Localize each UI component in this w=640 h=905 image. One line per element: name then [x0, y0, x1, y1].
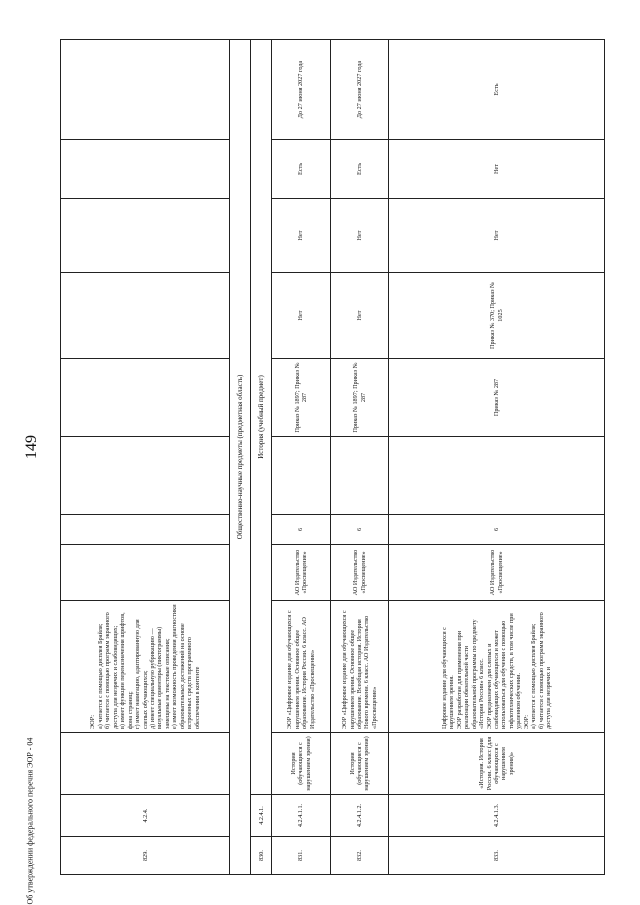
- section-heading: Общественно-научные предметы (предметная область): [230, 40, 251, 875]
- order-ref: Приказ № 1897; Приказ № 287: [272, 359, 331, 437]
- row-number: 831.: [272, 837, 331, 875]
- subject-name: История (обучающиеся с нарушением зрения): [272, 733, 331, 795]
- flag-yes: Есть: [389, 40, 605, 140]
- subject-name: История (обучающиеся с нарушением зрения): [330, 733, 389, 795]
- table-row: [61, 40, 230, 875]
- row-number: 833.: [389, 837, 605, 875]
- flag-no: Нет: [389, 140, 605, 199]
- row-number: 830.: [251, 837, 272, 875]
- grade: 6: [272, 515, 331, 545]
- row-number: 829.: [61, 837, 230, 875]
- valid-until: До 27 июня 2027 года: [272, 40, 331, 140]
- row-code: 4.2.4.1.1.: [272, 795, 331, 837]
- row-code: 4.2.4.1.: [251, 795, 272, 837]
- publisher: АО Издательство «Просвещение»: [389, 545, 605, 601]
- table-row: [230, 40, 251, 875]
- page-number: 149: [23, 435, 40, 459]
- row-code: 4.2.4.1.2.: [330, 795, 389, 837]
- table-row: [330, 40, 389, 875]
- flag-no: Нет: [272, 199, 331, 273]
- flag-no: Нет: [272, 273, 331, 359]
- flag-no: Нет: [389, 199, 605, 273]
- publisher: АО Издательство «Просвещение»: [272, 545, 331, 601]
- rotated-table-canvas: [60, 40, 605, 875]
- eor-description: ЭОР: а) читается с помощью дисплея Брайля; б) читается с помощью программ экранного доступа для незрячих и слабовидящих; в) имеет функции переназначения шрифтов, фона страниц; г) имеет навигацию, адаптированную для слепых обучающихся; д) имеет специальную рубрикацию — визуальные ориентиры (пиктограммы) замещены на текстовые описания; е) имеет возможность проведения диагностики образовательных достижений на основе встроенных средств программного обеспечения в контенте: [61, 601, 230, 733]
- valid-until: До 27 июня 2027 года: [330, 40, 389, 140]
- row-number: 832.: [330, 837, 389, 875]
- table-row: [389, 40, 605, 875]
- subject-heading: История (учебный предмет): [251, 40, 272, 795]
- flag-yes: Есть: [272, 140, 331, 199]
- grade: 6: [330, 515, 389, 545]
- flag-yes: Есть: [330, 140, 389, 199]
- row-code: 4.2.4.1.3.: [389, 795, 605, 837]
- subject-name: «История. История России. 6 класс (для обучающихся с нарушением зрения)»: [389, 733, 605, 795]
- row-code: 4.2.4.: [61, 795, 230, 837]
- order-ref: Приказ № 1897; Приказ № 287: [330, 359, 389, 437]
- eor-description: ЭОР «Цифровое издание для обучающихся с нарушением зрения. Основное общее образование. Всеобщая история. История Нового времени. 6 класс. АО Издательство «Просвещение»: [330, 601, 389, 733]
- flag-no: Нет: [330, 199, 389, 273]
- eor-table: [60, 39, 605, 875]
- eor-description: ЭОР «Цифровое издание для обучающихся с нарушением зрения. Основное общее образование. История России. 6 класс. АО Издательство «Просвещение»: [272, 601, 331, 733]
- order-ref-2: Приказ № 370; Приказ № 1025: [389, 273, 605, 359]
- table-row: [272, 40, 331, 875]
- grade: 6: [389, 515, 605, 545]
- footer-note: Об утверждении федерального перечня ЭОР - 04: [25, 737, 35, 905]
- table-row: [251, 40, 272, 875]
- publisher: АО Издательство «Просвещение»: [330, 545, 389, 601]
- eor-description: Цифровое издание для обучающихся с нарушением зрения. ЭОР разработан для применения при реализации обязательной части образовательной программы по предмету «История России» 6 класс. ЭОР предназначен для слепых и слабовидящих обучающихся и может использоваться для обучения с помощью тифлотехнических средств, в том числе при удаленном обучении. ЭОР: а) читается с помощью дисплея Брайля; б) читается с помощью программ экранного доступа для незрячих и: [389, 601, 605, 733]
- flag-no: Нет: [330, 273, 389, 359]
- order-ref: Приказ № 287: [389, 359, 605, 437]
